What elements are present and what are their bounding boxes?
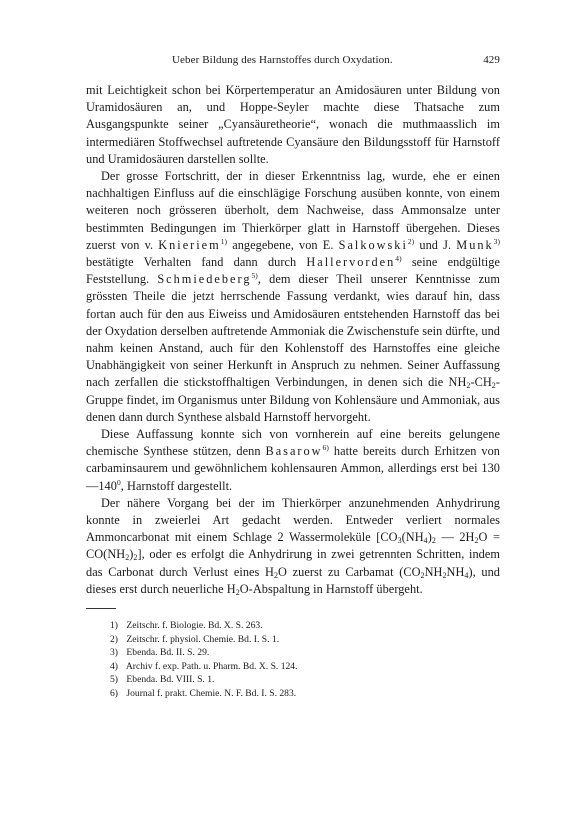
subscript: 2 xyxy=(491,381,496,391)
footnote-text: Ebenda. Bd. II. S. 29. xyxy=(126,647,210,659)
subscript: 2 xyxy=(466,381,471,391)
footnote-ref-5: 5) xyxy=(251,271,258,281)
text-run: NH xyxy=(424,564,443,579)
subscript: 2 xyxy=(125,553,130,563)
degree-sign: 0 xyxy=(116,477,121,487)
footnote-number: 4) xyxy=(110,660,118,672)
text-run: ) xyxy=(427,530,432,545)
footnote-number: 6) xyxy=(110,688,118,700)
subscript: 2 xyxy=(474,536,479,546)
subscript: 2 xyxy=(235,587,240,597)
text-run: ), und dieses erst durch neuerliche H xyxy=(86,564,500,596)
subscript: 3 xyxy=(397,536,402,546)
footnote xyxy=(110,646,500,660)
text-run: -Gruppe findet, im Organismus unter Bildung von Kohlensäure und Ammoniak, aus denen dann durch Synthese alsbald Harnstoff hervorgeht. xyxy=(86,375,500,424)
footnote-text: Zeitschr. f. physiol. Chemie. Bd. I. S. 1. xyxy=(126,633,280,645)
body-text xyxy=(86,82,500,598)
text-run: , dem dieser Theil unserer Kenntnisse zum grössten Theile die jetzt herrschende Fassung verdankt, wies darauf hin, dass fortan auch für den aus Eiweiss und Amidosäuren entstehenden Harnstoff das bei der Oxydation derselben auftretende Ammoniak die Zwischenstufe sein dürfte, und nahm keinen Anstand, auch für den Kohlenstoff des Harnstoffes eine gleiche Unabhängigkeit von seiner Herkunft in Anspruch zu nehmen. Seiner Auffassung nach zerfallen die stickstoffhaltigen Verbindungen, in denen sich die NH xyxy=(86,272,500,390)
footnote-number: 3) xyxy=(110,647,118,659)
book-page xyxy=(86,54,500,701)
subscript: 2 xyxy=(420,570,425,580)
footnote-number: 2) xyxy=(110,633,118,645)
text-run: NH xyxy=(446,564,465,579)
text-run: ) xyxy=(129,547,134,562)
footnote-ref-1: 1) xyxy=(220,236,228,246)
author-name-salkowski: Salkowski xyxy=(338,237,408,252)
text-run: seine endgültige Feststellung. xyxy=(86,255,500,287)
running-head xyxy=(86,54,500,70)
footnote-ref-3: 3) xyxy=(493,236,501,246)
footnote-text: Zeitschr. f. Biologie. Bd. X. S. 263. xyxy=(126,620,263,632)
text-run: angegebene, von E. xyxy=(227,237,339,252)
text-run: Der grosse Fortschritt, der in dieser Erkenntniss lag, wurde, ehe er einen nachhaltigen Einfluss auf die einschlägige Forschung ausüben konnte, von einem weiteren noch grösseren überholt, dem Nachweise, dass Ammonsalze unter bestimmten Bedingungen im Thierkörper glatt in Harnstoff übergehen. Dieses zuerst von v. xyxy=(86,169,500,252)
subscript: 4 xyxy=(423,536,428,546)
footnote xyxy=(110,633,500,647)
text-run: (NH xyxy=(401,530,424,545)
footnote-text: Journal f. prakt. Chemie. N. F. Bd. I. S. 283. xyxy=(126,688,297,700)
footnote xyxy=(110,673,500,687)
text-run: Diese Auffassung konnte sich von vornherein auf eine bereits gelungene chemische Synthese stützen, denn xyxy=(86,427,500,459)
subscript: 4 xyxy=(464,570,469,580)
text-run: , Harnstoff dargestellt. xyxy=(120,478,233,493)
text-run: — 2H xyxy=(435,530,475,545)
footnote xyxy=(110,619,500,633)
subscript: 2 xyxy=(431,536,436,546)
page-number: 429 xyxy=(483,54,500,66)
text-run: O = CO(NH xyxy=(86,530,500,562)
footnote xyxy=(110,660,500,674)
text-run: -CH xyxy=(470,375,492,390)
author-name-schmiedeberg: Schmiedeberg xyxy=(157,272,252,287)
footnote-text: Ebenda. Bd. VIII. S. 1. xyxy=(126,674,215,686)
footnote xyxy=(110,687,500,701)
footnote-number: 1) xyxy=(110,620,118,632)
author-name-basarow: Basarow xyxy=(265,444,323,459)
subscript: 2 xyxy=(442,570,447,580)
author-name-munk: Munk xyxy=(456,237,494,252)
footnotes xyxy=(86,619,500,701)
paragraph-3 xyxy=(86,426,500,495)
paragraph-2 xyxy=(86,168,500,426)
paragraph-1: mit Leichtigkeit schon bei Körpertemperatur an Amidosäuren unter Bildung von Uramidosäuren an, und Hoppe-Seyler machte diese Thatsache zum Ausgangspunkte seiner „Cyansäuretheorie“, wonach die muthmaasslich im intermediären Stoffwechsel auftretende Cyansäure den Bildungsstoff für Harnstoff und Uramidosäuren darstellen sollte. xyxy=(86,83,500,166)
text-run: und J. xyxy=(414,237,457,252)
text-run: ], oder es erfolgt die Anhydrirung in zwei getrennten Schritten, indem das Carbonat durch Verlust eines H xyxy=(86,547,500,579)
author-name-hallervorden: Hallervorden xyxy=(306,255,396,270)
text-run: Der nähere Vorgang bei der im Thierkörper anzunehmenden Anhydrirung konnte in zweierlei Art gedacht werden. Entweder verliert normales Ammoncarbonat mit einem Schlage 2 Wassermoleküle [CO xyxy=(86,495,500,545)
footnote-ref-4: 4) xyxy=(395,254,402,264)
footnote-ref-6: 6) xyxy=(322,443,329,453)
footnote-ref-2: 2) xyxy=(407,236,415,246)
author-name-knieriem: Knieriem xyxy=(158,237,221,252)
running-title: Ueber Bildung des Harnstoffes durch Oxydation. xyxy=(172,54,393,66)
paragraph-4 xyxy=(86,495,500,598)
footnote-number: 5) xyxy=(110,674,118,686)
text-run: bestätigte Verhalten fand dann durch xyxy=(86,255,307,270)
subscript: 2 xyxy=(273,570,279,580)
text-run: O zuerst zu Carbamat (CO xyxy=(278,564,421,579)
footnote-divider xyxy=(86,608,116,609)
text-run: hatte bereits durch Erhitzen von carbaminsaurem und gewöhnlichem kohlensauren Ammon, allerdings erst bei 130—140 xyxy=(86,444,500,493)
footnote-text: Archiv f. exp. Path. u. Pharm. Bd. X. S. 124. xyxy=(125,660,298,672)
text-run: O-Abspaltung in Harnstoff übergeht. xyxy=(239,581,423,596)
subscript: 2 xyxy=(133,553,138,563)
